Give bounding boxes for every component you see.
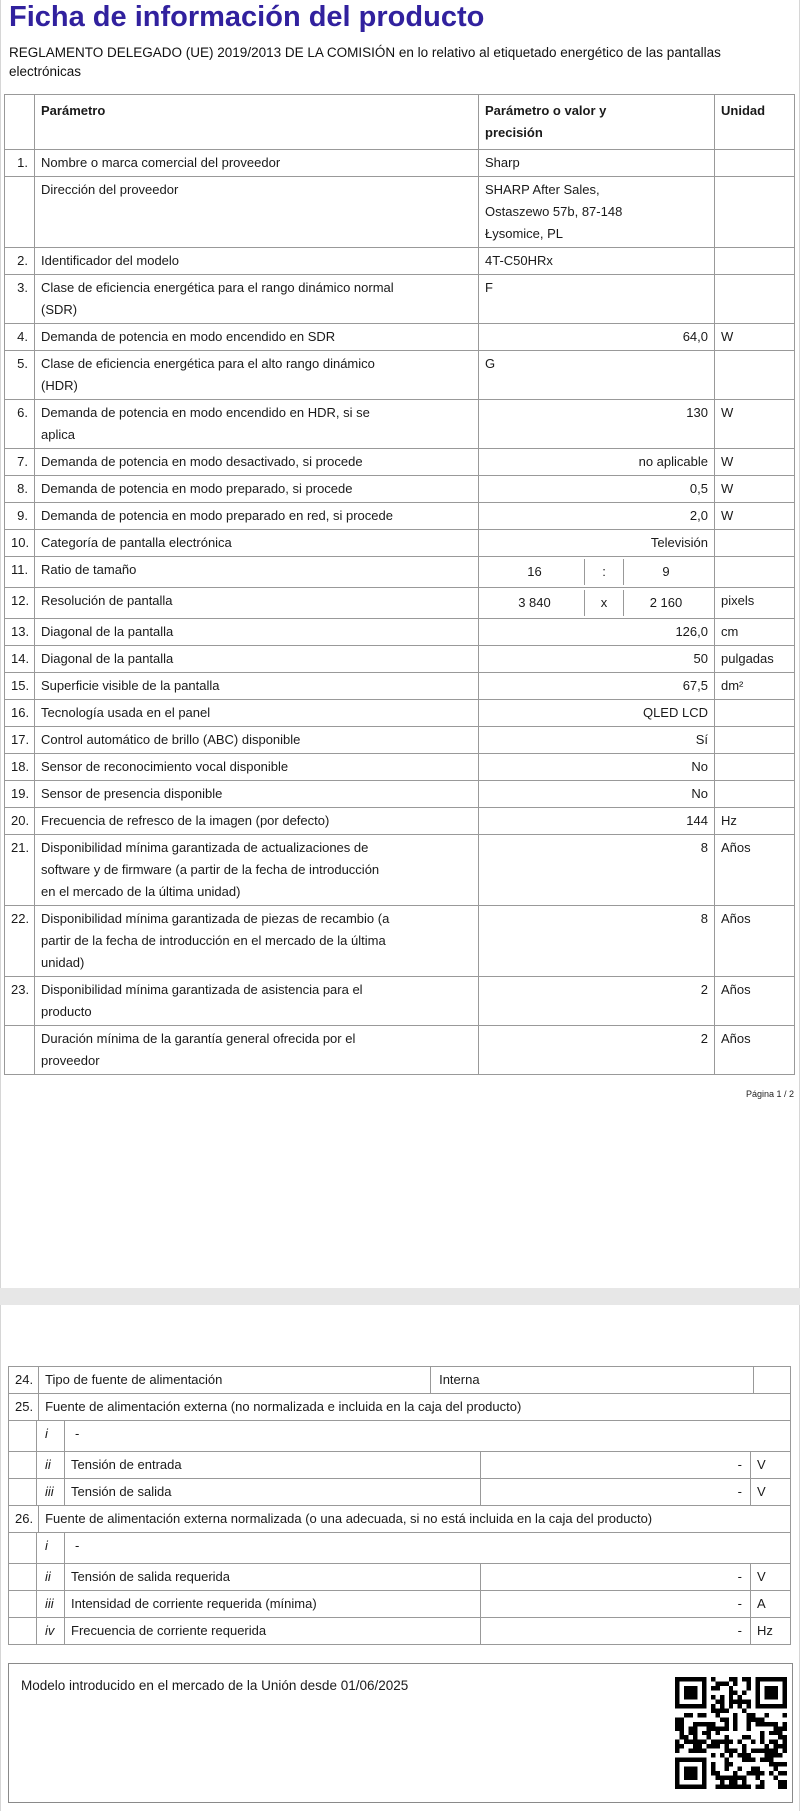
parameter-cell bbox=[35, 476, 479, 503]
value-text: Televisión bbox=[650, 535, 708, 550]
value-cell bbox=[479, 248, 715, 275]
parameter-cell bbox=[35, 977, 479, 1026]
roman-numeral-cell: ii bbox=[37, 1452, 65, 1478]
parameter-cell bbox=[35, 619, 479, 646]
value-text: 0,5 bbox=[689, 481, 708, 496]
parameter-cell: Intensidad de corriente requerida (mínima) bbox=[65, 1591, 481, 1617]
parameter-text: Ratio de tamaño bbox=[41, 562, 137, 577]
value-cell bbox=[479, 400, 715, 449]
parameter-text: Resolución de pantalla bbox=[41, 593, 173, 608]
value-text: F bbox=[485, 280, 493, 295]
table-row bbox=[5, 646, 795, 673]
row-number-cell: 15. bbox=[5, 673, 35, 700]
table-row bbox=[5, 530, 795, 557]
row-number-cell: 3. bbox=[5, 275, 35, 324]
unit-cell: Hz bbox=[757, 1623, 773, 1638]
row-number-cell: 18. bbox=[5, 754, 35, 781]
parameter-cell bbox=[35, 781, 479, 808]
table-row bbox=[5, 700, 795, 727]
value-cell: - bbox=[481, 1564, 751, 1590]
value-cell bbox=[479, 503, 715, 530]
roman-numeral-cell: ii bbox=[37, 1564, 65, 1590]
unit-cell bbox=[715, 150, 795, 177]
table-row bbox=[5, 177, 795, 248]
table-row bbox=[9, 1421, 790, 1452]
page-indicator: Página 1 / 2 bbox=[745, 1089, 794, 1099]
ratio-group bbox=[485, 590, 708, 616]
ratio-part: 16 bbox=[527, 564, 542, 579]
row-number-cell: 12. bbox=[5, 588, 35, 619]
value-cell bbox=[479, 977, 715, 1026]
value-cell bbox=[479, 476, 715, 503]
parameter-cell bbox=[35, 275, 479, 324]
market-introduction-box bbox=[8, 1663, 793, 1803]
header-number-cell bbox=[5, 95, 35, 150]
parameter-text: Fuente de alimentación externa normalizada (o una adecuada, si no está incluida en la caja del producto) bbox=[45, 1511, 653, 1526]
row-number-cell: 23. bbox=[5, 977, 35, 1026]
parameter-cell: Tensión de salida bbox=[65, 1479, 481, 1505]
ratio-part: : bbox=[584, 559, 624, 585]
row-number-cell bbox=[9, 1421, 37, 1451]
table-row bbox=[5, 727, 795, 754]
parameter-cell bbox=[35, 530, 479, 557]
roman-numeral-cell: i bbox=[37, 1421, 65, 1451]
value-cell bbox=[479, 1026, 715, 1075]
row-number-cell: 10. bbox=[5, 530, 35, 557]
qr-code bbox=[675, 1677, 787, 1789]
parameter-text: Fuente de alimentación externa (no normalizada e incluida en la caja del producto) bbox=[45, 1399, 522, 1414]
parameter-text: Identificador del modelo bbox=[41, 253, 180, 268]
unit-cell: V bbox=[757, 1569, 766, 1584]
parameter-span-cell: - bbox=[75, 1538, 80, 1553]
parameter-text: Demanda de potencia en modo preparado en red, si procede bbox=[41, 508, 393, 523]
row-number-cell: 14. bbox=[5, 646, 35, 673]
market-introduction-note: Modelo introducido en el mercado de la Unión desde 01/06/2025 bbox=[21, 1678, 409, 1693]
unit-cell: Años bbox=[715, 835, 795, 906]
table-row bbox=[5, 248, 795, 275]
parameter-text: Clase de eficiencia energética para el rango dinámico normal (SDR) bbox=[41, 280, 394, 317]
table-row bbox=[9, 1591, 790, 1618]
table-row bbox=[5, 150, 795, 177]
parameter-text: Diagonal de la pantalla bbox=[41, 624, 174, 639]
unit-cell: dm² bbox=[715, 673, 795, 700]
ratio-part: x bbox=[584, 590, 624, 616]
ratio-part: 9 bbox=[662, 564, 670, 579]
row-number-cell bbox=[9, 1618, 37, 1644]
page-2 bbox=[0, 1305, 800, 1811]
roman-numeral-cell: iii bbox=[37, 1591, 65, 1617]
value-text: 144 bbox=[686, 813, 708, 828]
parameter-text: Clase de eficiencia energética para el alto rango dinámico (HDR) bbox=[41, 356, 375, 393]
unit-cell: Años bbox=[715, 977, 795, 1026]
parameter-cell bbox=[35, 700, 479, 727]
table-row bbox=[5, 1026, 795, 1075]
table-row bbox=[9, 1506, 790, 1533]
table-row bbox=[5, 557, 795, 588]
page-title: Ficha de información del producto bbox=[9, 1, 485, 33]
parameter-cell bbox=[35, 177, 479, 248]
value-text: 2 bbox=[700, 1031, 708, 1046]
unit-cell: pulgadas bbox=[715, 646, 795, 673]
parameter-cell bbox=[35, 906, 479, 977]
parameter-cell bbox=[35, 248, 479, 275]
row-number-cell bbox=[5, 1026, 35, 1075]
parameter-text: Duración mínima de la garantía general ofrecida por el proveedor bbox=[41, 1031, 356, 1068]
row-number-cell: 6. bbox=[5, 400, 35, 449]
table-row bbox=[5, 400, 795, 449]
parameter-cell bbox=[35, 1026, 479, 1075]
ratio-value-cell bbox=[479, 588, 715, 619]
parameter-cell bbox=[35, 727, 479, 754]
unit-cell: A bbox=[757, 1596, 766, 1611]
unit-cell bbox=[715, 727, 795, 754]
row-number-cell: 22. bbox=[5, 906, 35, 977]
unit-cell: W bbox=[715, 324, 795, 351]
header-unit: Unidad bbox=[715, 95, 795, 150]
unit-cell: Años bbox=[715, 1026, 795, 1075]
parameter-text: Frecuencia de refresco de la imagen (por defecto) bbox=[41, 813, 330, 828]
table-row bbox=[5, 835, 795, 906]
parameter-cell bbox=[35, 150, 479, 177]
unit-cell: V bbox=[757, 1457, 766, 1472]
table-row bbox=[5, 275, 795, 324]
row-number-cell: 19. bbox=[5, 781, 35, 808]
parameter-text: Categoría de pantalla electrónica bbox=[41, 535, 232, 550]
value-text: QLED LCD bbox=[642, 705, 708, 720]
value-cell: - bbox=[481, 1618, 751, 1644]
table-row bbox=[9, 1564, 790, 1591]
table-row bbox=[9, 1479, 790, 1506]
value-cell bbox=[479, 177, 715, 248]
value-cell bbox=[479, 906, 715, 977]
row-number-cell: 25. bbox=[9, 1394, 39, 1420]
value-text: Sí bbox=[695, 732, 708, 747]
roman-numeral-cell: iv bbox=[37, 1618, 65, 1644]
unit-cell bbox=[715, 248, 795, 275]
roman-numeral-cell: iii bbox=[37, 1479, 65, 1505]
value-cell: Interna bbox=[431, 1367, 754, 1393]
parameter-text: Control automático de brillo (ABC) disponible bbox=[41, 732, 301, 747]
value-cell bbox=[479, 449, 715, 476]
parameter-cell bbox=[35, 754, 479, 781]
value-text: 64,0 bbox=[682, 329, 708, 344]
row-number-cell bbox=[9, 1564, 37, 1590]
row-number-cell: 8. bbox=[5, 476, 35, 503]
value-text: Sharp bbox=[485, 155, 520, 170]
value-text: 8 bbox=[700, 840, 708, 855]
unit-cell bbox=[715, 275, 795, 324]
value-text: 8 bbox=[700, 911, 708, 926]
ratio-value-cell bbox=[479, 557, 715, 588]
table-row bbox=[5, 619, 795, 646]
value-cell bbox=[479, 835, 715, 906]
parameter-text: Superficie visible de la pantalla bbox=[41, 678, 220, 693]
row-number-cell: 24. bbox=[9, 1367, 39, 1393]
table-row bbox=[9, 1618, 790, 1645]
table-row bbox=[9, 1533, 790, 1564]
regulation-subtitle: REGLAMENTO DELEGADO (UE) 2019/2013 DE LA COMISIÓN en lo relativo al etiquetado energético de las pantallas electrónicas bbox=[9, 45, 721, 79]
row-number-cell bbox=[5, 177, 35, 248]
value-text: No bbox=[691, 759, 708, 774]
unit-cell: Hz bbox=[715, 808, 795, 835]
row-number-cell: 2. bbox=[5, 248, 35, 275]
value-text: 4T-C50HRx bbox=[485, 253, 553, 268]
value-cell bbox=[479, 727, 715, 754]
table-row bbox=[5, 351, 795, 400]
header-value-text: Parámetro o valor y precisión bbox=[485, 103, 607, 140]
row-number-cell: 1. bbox=[5, 150, 35, 177]
unit-cell: W bbox=[715, 476, 795, 503]
parameter-text: Demanda de potencia en modo encendido en SDR bbox=[41, 329, 336, 344]
row-number-cell: 11. bbox=[5, 557, 35, 588]
parameter-text: Demanda de potencia en modo encendido en HDR, si se aplica bbox=[41, 405, 370, 442]
value-cell: - bbox=[481, 1479, 751, 1505]
table-row bbox=[5, 476, 795, 503]
unit-cell bbox=[715, 530, 795, 557]
value-cell bbox=[479, 351, 715, 400]
row-number-cell: 16. bbox=[5, 700, 35, 727]
unit-cell: W bbox=[715, 449, 795, 476]
row-number-cell bbox=[9, 1591, 37, 1617]
table-row bbox=[9, 1452, 790, 1479]
header-parameter: Parámetro bbox=[35, 95, 479, 150]
value-text: SHARP After Sales, Ostaszewo 57b, 87-148 Łysomice, PL bbox=[485, 182, 623, 241]
parameter-text: Demanda de potencia en modo desactivado, si procede bbox=[41, 454, 363, 469]
parameter-cell bbox=[35, 557, 479, 588]
product-info-table bbox=[4, 94, 795, 1075]
row-number-cell bbox=[9, 1452, 37, 1478]
unit-cell bbox=[715, 781, 795, 808]
unit-cell: W bbox=[715, 400, 795, 449]
parameter-cell bbox=[35, 835, 479, 906]
table-row bbox=[5, 754, 795, 781]
value-cell bbox=[479, 781, 715, 808]
unit-cell bbox=[715, 700, 795, 727]
table-row bbox=[5, 808, 795, 835]
row-number-cell: 4. bbox=[5, 324, 35, 351]
ratio-group bbox=[485, 559, 708, 585]
parameter-text: Diagonal de la pantalla bbox=[41, 651, 174, 666]
parameter-text: Disponibilidad mínima garantizada de actualizaciones de software y de firmware (a partir de la fecha de introducción en el mercado de la última unidad) bbox=[41, 840, 380, 899]
value-cell bbox=[479, 700, 715, 727]
value-cell bbox=[479, 619, 715, 646]
table-row bbox=[9, 1394, 790, 1421]
value-cell bbox=[479, 530, 715, 557]
parameter-cell bbox=[35, 449, 479, 476]
roman-numeral-cell: i bbox=[37, 1533, 65, 1563]
parameter-text: Sensor de presencia disponible bbox=[41, 786, 223, 801]
value-text: no aplicable bbox=[638, 454, 708, 469]
row-number-cell: 9. bbox=[5, 503, 35, 530]
parameter-cell bbox=[35, 646, 479, 673]
unit-cell bbox=[715, 177, 795, 248]
unit-cell: W bbox=[715, 503, 795, 530]
ratio-part: 3 840 bbox=[518, 595, 551, 610]
unit-cell: cm bbox=[715, 619, 795, 646]
table-row bbox=[5, 449, 795, 476]
value-text: 67,5 bbox=[682, 678, 708, 693]
parameter-cell bbox=[35, 808, 479, 835]
unit-cell bbox=[715, 557, 795, 588]
parameter-cell: Tensión de entrada bbox=[65, 1452, 481, 1478]
value-cell: - bbox=[481, 1452, 751, 1478]
unit-cell: V bbox=[757, 1484, 766, 1499]
unit-cell: pixels bbox=[715, 588, 795, 619]
value-cell bbox=[479, 646, 715, 673]
value-cell bbox=[479, 275, 715, 324]
parameter-cell bbox=[35, 324, 479, 351]
value-cell bbox=[479, 808, 715, 835]
parameter-cell bbox=[35, 400, 479, 449]
parameter-cell: Frecuencia de corriente requerida bbox=[65, 1618, 481, 1644]
row-number-cell: 13. bbox=[5, 619, 35, 646]
value-cell bbox=[479, 673, 715, 700]
parameter-text: Demanda de potencia en modo preparado, si procede bbox=[41, 481, 353, 496]
table-row bbox=[9, 1367, 790, 1394]
header-value bbox=[479, 95, 715, 150]
table-row bbox=[5, 673, 795, 700]
value-text: No bbox=[691, 786, 708, 801]
table-row bbox=[5, 977, 795, 1026]
parameter-text: Nombre o marca comercial del proveedor bbox=[41, 155, 281, 170]
value-text: 50 bbox=[693, 651, 708, 666]
table-row bbox=[5, 906, 795, 977]
page-gap bbox=[0, 1288, 800, 1305]
row-number-cell: 7. bbox=[5, 449, 35, 476]
row-number-cell: 26. bbox=[9, 1506, 39, 1532]
parameter-span-cell bbox=[39, 1506, 790, 1532]
row-number-cell: 17. bbox=[5, 727, 35, 754]
row-number-cell bbox=[9, 1533, 37, 1563]
row-number-cell: 5. bbox=[5, 351, 35, 400]
parameter-span-cell: - bbox=[75, 1426, 80, 1441]
parameter-cell bbox=[35, 673, 479, 700]
value-cell bbox=[479, 150, 715, 177]
table-row bbox=[5, 324, 795, 351]
parameter-text: Tecnología usada en el panel bbox=[41, 705, 211, 720]
table-row bbox=[5, 503, 795, 530]
power-supply-table bbox=[8, 1366, 791, 1645]
parameter-cell bbox=[35, 503, 479, 530]
unit-cell bbox=[715, 351, 795, 400]
row-number-cell bbox=[9, 1479, 37, 1505]
parameter-text: Sensor de reconocimiento vocal disponible bbox=[41, 759, 289, 774]
value-text: G bbox=[485, 356, 496, 371]
value-text: 2 bbox=[700, 982, 708, 997]
row-number-cell: 21. bbox=[5, 835, 35, 906]
value-text: 130 bbox=[686, 405, 708, 420]
table-header-row bbox=[5, 95, 795, 150]
parameter-cell bbox=[35, 588, 479, 619]
parameter-cell: Tensión de salida requerida bbox=[65, 1564, 481, 1590]
parameter-text: Disponibilidad mínima garantizada de asistencia para el producto bbox=[41, 982, 363, 1019]
value-text: 126,0 bbox=[675, 624, 708, 639]
table-row bbox=[5, 588, 795, 619]
value-text: 2,0 bbox=[689, 508, 708, 523]
unit-cell bbox=[754, 1367, 790, 1393]
table-row bbox=[5, 781, 795, 808]
parameter-cell bbox=[35, 351, 479, 400]
parameter-span-cell bbox=[39, 1394, 790, 1420]
value-cell: - bbox=[481, 1591, 751, 1617]
row-number-cell: 20. bbox=[5, 808, 35, 835]
value-cell bbox=[479, 754, 715, 781]
ratio-part: 2 160 bbox=[649, 595, 683, 610]
unit-cell bbox=[715, 754, 795, 781]
parameter-text: Disponibilidad mínima garantizada de piezas de recambio (a partir de la fecha de introducción en el mercado de la última unidad) bbox=[41, 911, 390, 970]
parameter-cell: Tipo de fuente de alimentación bbox=[39, 1367, 431, 1393]
unit-cell: Años bbox=[715, 906, 795, 977]
value-cell bbox=[479, 324, 715, 351]
parameter-text: Dirección del proveedor bbox=[41, 182, 179, 197]
